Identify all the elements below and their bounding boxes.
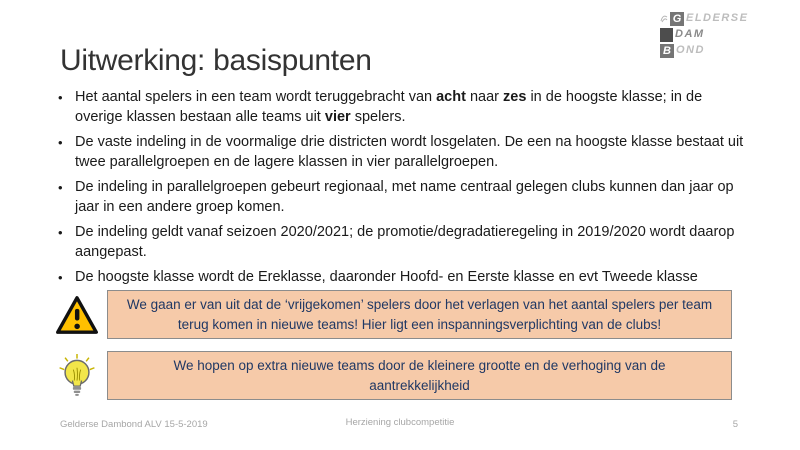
bullet-item xyxy=(58,177,753,217)
bullet-item xyxy=(58,87,753,127)
bullet-item xyxy=(58,267,753,288)
bullet-list xyxy=(58,87,753,293)
footer-event-label: Gelderse Dambond ALV 15-5-2019 xyxy=(60,419,208,430)
gelderse-dambond-logo xyxy=(660,11,748,59)
warning-triangle-icon xyxy=(55,293,99,337)
bullet-item xyxy=(58,132,753,172)
logo-row xyxy=(660,11,748,26)
bullet-item xyxy=(58,222,753,262)
logo-text-ond: OND xyxy=(676,44,705,56)
logo-letter-g: G xyxy=(670,12,684,26)
logo-text-elderse: ELDERSE xyxy=(686,12,749,24)
callout-idea xyxy=(55,351,732,400)
callout-idea-text: We hopen op extra nieuwe teams door de kleinere grootte en de verhoging van de aantrekkelijkheid xyxy=(107,351,732,400)
callout-warning-text: We gaan er van uit dat de ‘vrijgekomen’ spelers door het verlagen van het aantal spelers per team terug komen in nieuwe teams! Hier ligt een inspanningsverplichting van de clubs! xyxy=(107,290,732,339)
bullet-text: De indeling in parallelgroepen gebeurt regionaal, met name centraal gelegen clubs kunnen dan jaar op jaar in een andere groep komen. xyxy=(75,179,734,215)
bullet-marker: • xyxy=(58,270,63,285)
logo-letter-b: B xyxy=(660,44,674,58)
bullet-marker: • xyxy=(58,90,63,105)
footer xyxy=(0,417,800,433)
logo-row xyxy=(660,27,748,42)
footer-subject-label: Herziening clubcompetitie xyxy=(345,417,455,428)
logo-flourish-icon xyxy=(660,11,668,27)
bullet-text: De vaste indeling in de voormalige drie districten wordt losgelaten. De een na hoogste klasse bestaat uit twee parallelgroepen en de lagere klassen in vier parallelgroepen. xyxy=(75,134,744,170)
bullet-marker: • xyxy=(58,225,63,240)
footer-page-number: 5 xyxy=(732,419,738,430)
lightbulb-icon xyxy=(55,353,99,399)
logo-text-dam: DAM xyxy=(675,28,705,40)
bullet-text: De indeling geldt vanaf seizoen 2020/2021; de promotie/degradatieregeling in 2019/2020 wordt daarop aangepast. xyxy=(75,224,735,260)
bullet-marker: • xyxy=(58,135,63,150)
slide-title: Uitwerking: basispunten xyxy=(60,44,372,77)
callout-warning xyxy=(55,290,732,339)
bullet-marker: • xyxy=(58,180,63,195)
bullet-text: Het aantal spelers in een team wordt teruggebracht van acht naar zes in de hoogste klasse; in de overige klassen bestaan alle teams uit vier spelers. xyxy=(75,89,703,125)
logo-square xyxy=(660,28,673,42)
bullet-text: De hoogste klasse wordt de Ereklasse, daaronder Hoofd- en Eerste klasse en evt Tweede klasse xyxy=(75,269,698,285)
logo-row xyxy=(660,43,748,58)
